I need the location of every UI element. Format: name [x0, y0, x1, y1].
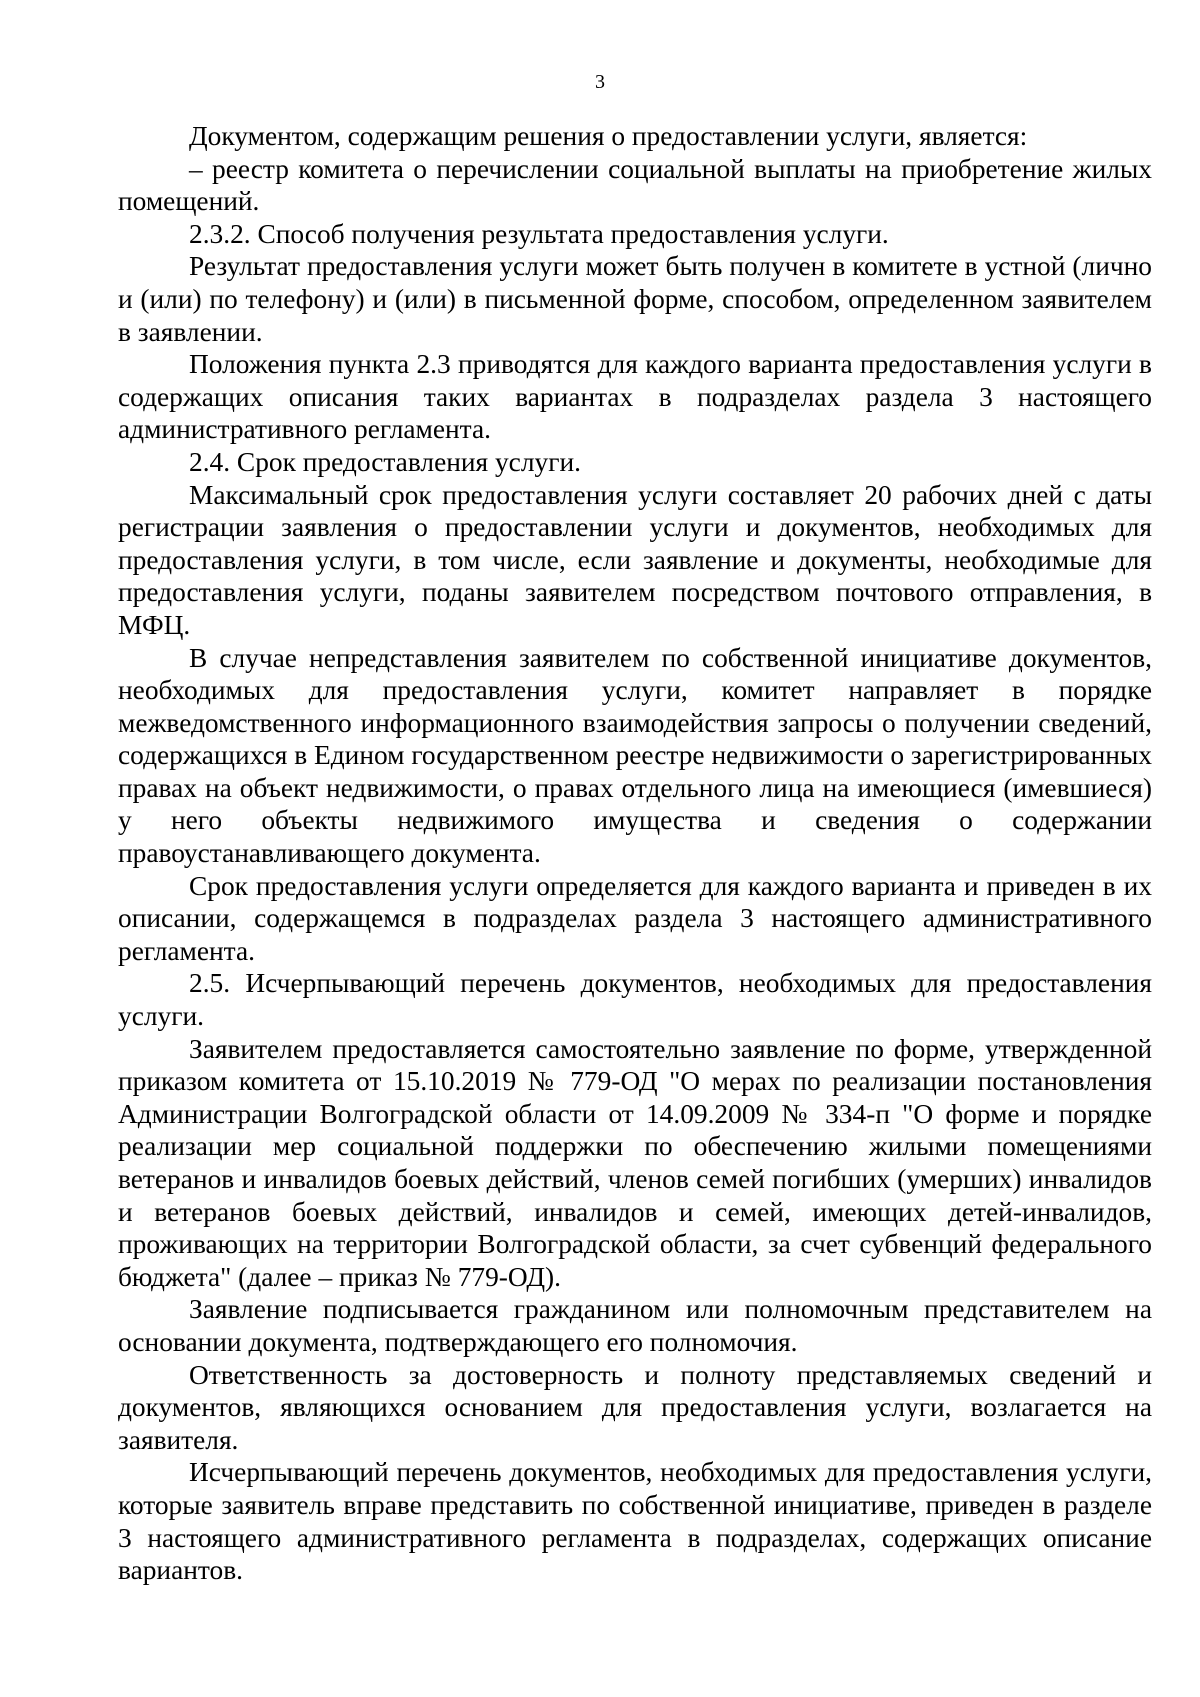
paragraph-decision-document: Документом, содержащим решения о предоставлении услуги, является: — [189, 121, 1028, 151]
section-heading-2-4: 2.4. Срок предоставления услуги. — [189, 446, 581, 477]
paragraph-application-form: Заявителем предоставляется самостоятельно заявление по форме, утвержденной приказом комитета от 15.10.2019 № 779-ОД "О мерах по реализации постановления Администрации Волгоградской области от 14.09.2009 № 334-п "О форме и порядке реализации мер социальной поддержки по обеспечению жилыми помещениями ветеранов и инвалидов боевых действий, членов семей погибших (умерших) инвалидов и ветеранов боевых действий, инвалидов и семей, имеющих детей-инвалидов, проживающих на территории Волгоградской области, за счет субвенций федерального бюджета" (далее – приказ № 779-ОД). — [118, 1033, 1152, 1292]
paragraph-max-term: Максимальный срок предоставления услуги составляет 20 рабочих дней с даты регистрации заявления о предоставлении услуги и документов, необходимых для предоставления услуги, в том числе, если заявление и документы, необходимые для предоставления услуги, поданы заявителем посредством почтового отправления, в МФЦ. — [118, 479, 1152, 640]
paragraph-own-initiative-documents: Исчерпывающий перечень документов, необходимых для предоставления услуги, которые заявитель вправе представить по собственной инициативе, приведен в разделе 3 настоящего административного регламента в подразделах, содержащих описание вариантов. — [118, 1457, 1152, 1586]
page-number: 3 — [595, 71, 605, 93]
section-heading-2-3-2: 2.3.2. Способ получения результата предоставления услуги. — [189, 218, 889, 249]
paragraph-application-signature: Заявление подписывается гражданином или полномочным представителем на основании документа, подтверждающего его полномочия. — [118, 1294, 1152, 1357]
section-heading-2-5: 2.5. Исчерпывающий перечень документов, необходимых для предоставления услуги. — [118, 968, 1152, 1032]
paragraph-term-per-variant: Срок предоставления услуги определяется для каждого варианта и приведен в их описании, содержащемся в подразделах раздела 3 настоящего административного регламента. — [118, 870, 1152, 966]
paragraph-interagency-requests: В случае непредставления заявителем по собственной инициативе документов, необходимых для предоставления услуги, комитет направляет в порядке межведомственного информационного взаимодействия запросы о получении сведений, содержащихся в Едином государственном реестре недвижимости о зарегистрированных правах на объект недвижимости, о правах отдельного лица на имеющиеся (имевшиеся) у него объекты недвижимого имущества и сведения о содержании правоустанавливающего документа. — [118, 642, 1152, 869]
document-body — [118, 120, 1152, 1587]
paragraph-clause-2-3-provisions: Положения пункта 2.3 приводятся для каждого варианта предоставления услуги в содержащих описания таких вариантах в подразделах раздела 3 настоящего административного регламента. — [118, 349, 1152, 445]
paragraph-registry-item: – реестр комитета о перечислении социальной выплаты на приобретение жилых помещений. — [118, 153, 1152, 217]
paragraph-responsibility: Ответственность за достоверность и полноту представляемых сведений и документов, являющихся основанием для предоставления услуги, возлагается на заявителя. — [118, 1359, 1152, 1455]
paragraph-result-receipt: Результат предоставления услуги может быть получен в комитете в устной (лично и (или) по телефону) и (или) в письменной форме, способом, определенном заявителем в заявлении. — [118, 251, 1152, 347]
